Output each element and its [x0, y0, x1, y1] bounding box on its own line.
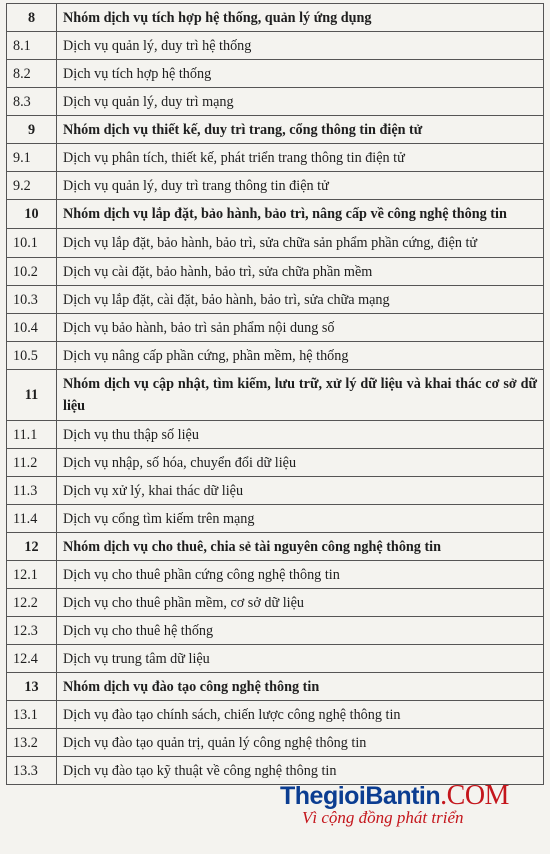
item-description: Dịch vụ cài đặt, bảo hành, bảo trì, sửa chữa phần mềm — [57, 258, 544, 286]
item-number: 12.1 — [7, 561, 57, 589]
item-description: Dịch vụ cho thuê phần mềm, cơ sở dữ liệu — [57, 589, 544, 617]
table-row — [7, 729, 544, 757]
item-number: 8.3 — [7, 88, 57, 116]
table-row — [7, 505, 544, 533]
table-row — [7, 421, 544, 449]
item-description: Dịch vụ quản lý, duy trì mạng — [57, 88, 544, 116]
item-number: 10.4 — [7, 314, 57, 342]
item-description: Dịch vụ thu thập số liệu — [57, 421, 544, 449]
item-description: Dịch vụ đào tạo kỹ thuật về công nghệ thông tin — [57, 757, 544, 785]
table-row — [7, 477, 544, 505]
item-description: Dịch vụ quản lý, duy trì hệ thống — [57, 32, 544, 60]
site-watermark — [280, 780, 509, 828]
item-description: Dịch vụ đào tạo quản trị, quản lý công nghệ thông tin — [57, 729, 544, 757]
table-row — [7, 561, 544, 589]
item-number: 10.5 — [7, 342, 57, 370]
item-number: 11.3 — [7, 477, 57, 505]
table-row — [7, 144, 544, 172]
item-number: 13.3 — [7, 757, 57, 785]
item-description: Dịch vụ phân tích, thiết kế, phát triển trang thông tin điện tử — [57, 144, 544, 172]
item-description: Dịch vụ bảo hành, bảo trì sản phẩm nội dung số — [57, 314, 544, 342]
item-number: 9.2 — [7, 172, 57, 200]
group-title: Nhóm dịch vụ cho thuê, chia sẻ tài nguyên công nghệ thông tin — [57, 533, 544, 561]
item-number: 10.1 — [7, 229, 57, 258]
group-number: 12 — [7, 533, 57, 561]
group-number: 10 — [7, 200, 57, 229]
group-row — [7, 116, 544, 144]
group-row — [7, 200, 544, 229]
item-number: 12.3 — [7, 617, 57, 645]
item-description: Dịch vụ lắp đặt, cài đặt, bảo hành, bảo trì, sửa chữa mạng — [57, 286, 544, 314]
item-description: Dịch vụ xử lý, khai thác dữ liệu — [57, 477, 544, 505]
item-number: 13.2 — [7, 729, 57, 757]
item-description: Dịch vụ tích hợp hệ thống — [57, 60, 544, 88]
group-title: Nhóm dịch vụ cập nhật, tìm kiếm, lưu trữ, xử lý dữ liệu và khai thác cơ sở dữ liệu — [57, 370, 544, 421]
item-number: 10.2 — [7, 258, 57, 286]
group-row — [7, 370, 544, 421]
services-table-body — [7, 4, 544, 785]
item-description: Dịch vụ cổng tìm kiếm trên mạng — [57, 505, 544, 533]
item-description: Dịch vụ lắp đặt, bảo hành, bảo trì, sửa chữa sản phẩm phần cứng, điện tử — [57, 229, 544, 258]
table-row — [7, 645, 544, 673]
table-row — [7, 589, 544, 617]
group-row — [7, 533, 544, 561]
group-number: 9 — [7, 116, 57, 144]
table-row — [7, 60, 544, 88]
item-description: Dịch vụ đào tạo chính sách, chiến lược công nghệ thông tin — [57, 701, 544, 729]
item-number: 11.4 — [7, 505, 57, 533]
item-description: Dịch vụ quản lý, duy trì trang thông tin điện tử — [57, 172, 544, 200]
item-number: 12.2 — [7, 589, 57, 617]
table-row — [7, 258, 544, 286]
item-number: 10.3 — [7, 286, 57, 314]
table-row — [7, 449, 544, 477]
table-row — [7, 342, 544, 370]
item-description: Dịch vụ cho thuê phần cứng công nghệ thông tin — [57, 561, 544, 589]
group-number: 8 — [7, 4, 57, 32]
services-table — [6, 3, 544, 785]
watermark-brand-suffix: .COM — [440, 780, 509, 811]
group-title: Nhóm dịch vụ thiết kế, duy trì trang, cổng thông tin điện tử — [57, 116, 544, 144]
group-title: Nhóm dịch vụ đào tạo công nghệ thông tin — [57, 673, 544, 701]
table-row — [7, 314, 544, 342]
watermark-slogan: Vì cộng đồng phát triển — [302, 808, 464, 827]
group-title: Nhóm dịch vụ lắp đặt, bảo hành, bảo trì, nâng cấp về công nghệ thông tin — [57, 200, 544, 229]
group-number: 11 — [7, 370, 57, 421]
item-number: 11.1 — [7, 421, 57, 449]
table-row — [7, 32, 544, 60]
item-number: 13.1 — [7, 701, 57, 729]
group-row — [7, 4, 544, 32]
table-row — [7, 701, 544, 729]
item-description: Dịch vụ nâng cấp phần cứng, phần mềm, hệ thống — [57, 342, 544, 370]
item-number: 9.1 — [7, 144, 57, 172]
item-number: 8.2 — [7, 60, 57, 88]
table-row — [7, 172, 544, 200]
table-row — [7, 88, 544, 116]
table-row — [7, 286, 544, 314]
watermark-brand-name: ThegioiBantin — [280, 782, 441, 810]
item-description: Dịch vụ cho thuê hệ thống — [57, 617, 544, 645]
group-row — [7, 673, 544, 701]
item-description: Dịch vụ nhập, số hóa, chuyển đổi dữ liệu — [57, 449, 544, 477]
item-number: 12.4 — [7, 645, 57, 673]
item-description: Dịch vụ trung tâm dữ liệu — [57, 645, 544, 673]
item-number: 11.2 — [7, 449, 57, 477]
group-number: 13 — [7, 673, 57, 701]
table-row — [7, 229, 544, 258]
table-row — [7, 617, 544, 645]
group-title: Nhóm dịch vụ tích hợp hệ thống, quản lý ứng dụng — [57, 4, 544, 32]
item-number: 8.1 — [7, 32, 57, 60]
